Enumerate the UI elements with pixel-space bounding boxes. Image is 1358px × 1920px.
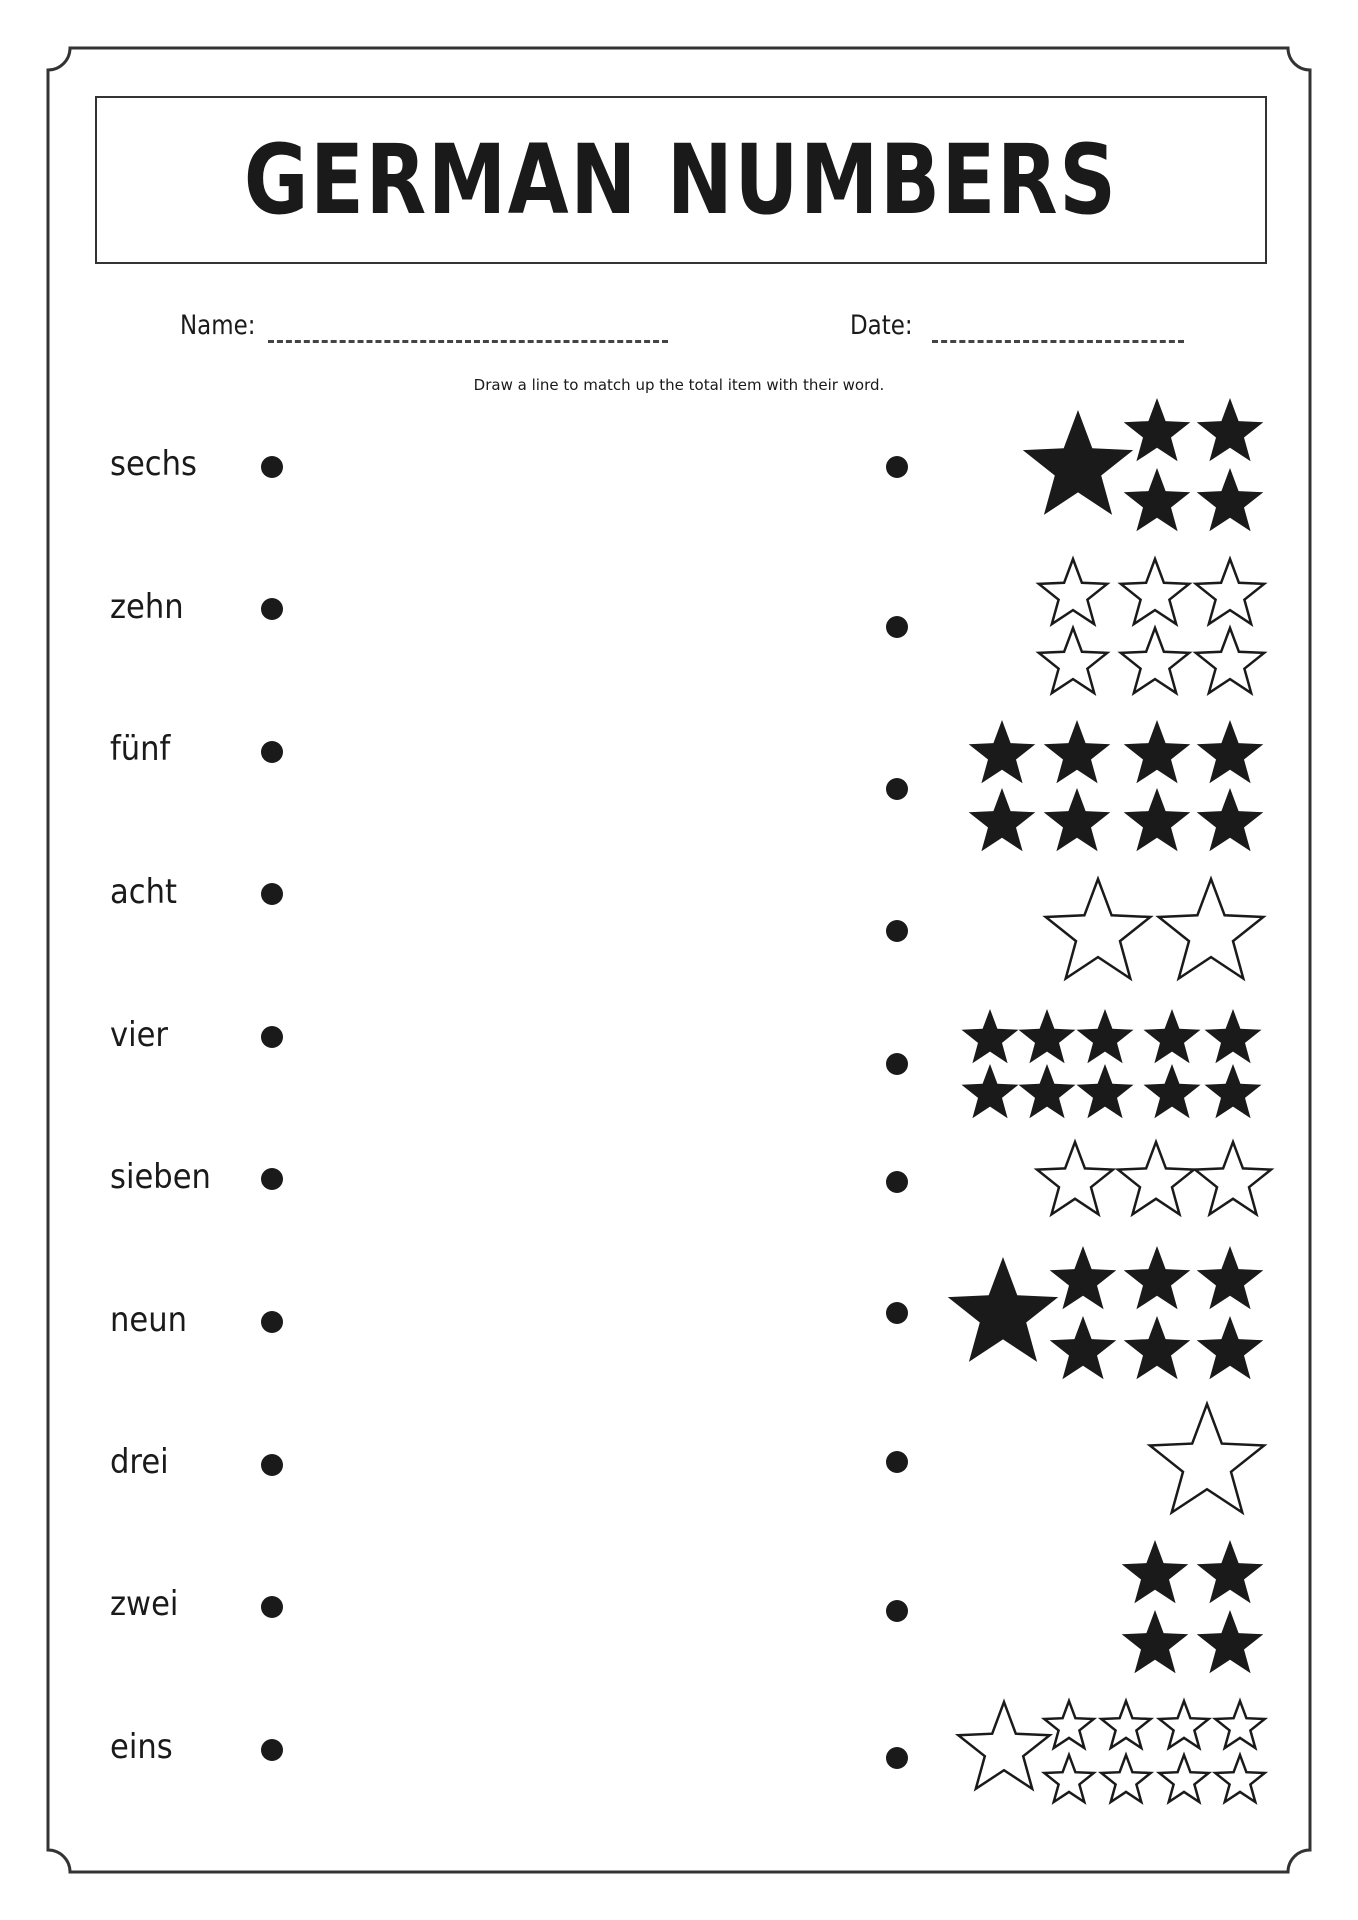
filled-star-icon xyxy=(969,788,1036,851)
filled-star-icon xyxy=(948,1257,1058,1362)
filled-star-icon xyxy=(1044,720,1111,783)
star-group xyxy=(1039,559,1264,693)
filled-star-icon xyxy=(1050,1316,1117,1379)
filled-star-icon xyxy=(962,1064,1019,1118)
outline-star-icon xyxy=(1159,1701,1208,1748)
outline-star-icon xyxy=(1121,559,1189,624)
filled-star-icon xyxy=(1197,468,1264,531)
filled-star-icon xyxy=(1197,398,1264,461)
filled-star-icon xyxy=(1197,1316,1264,1379)
outline-star-icon xyxy=(1196,559,1264,624)
filled-star-icon xyxy=(1197,788,1264,851)
number-word: sechs xyxy=(110,444,197,484)
star-group xyxy=(1046,879,1264,979)
name-label: Name: xyxy=(180,310,256,341)
filled-star-icon xyxy=(1019,1064,1076,1118)
filled-star-icon xyxy=(1124,398,1191,461)
outline-star-icon xyxy=(1150,1404,1264,1513)
date-label: Date: xyxy=(850,310,913,341)
filled-star-icon xyxy=(1077,1064,1134,1118)
outline-star-icon xyxy=(1159,1755,1208,1802)
outline-star-icon xyxy=(1101,1755,1150,1802)
filled-star-icon xyxy=(1144,1009,1201,1063)
filled-star-icon xyxy=(1205,1064,1262,1118)
filled-star-icon xyxy=(1122,1540,1189,1603)
filled-star-icon xyxy=(1197,1610,1264,1673)
number-word: zwei xyxy=(110,1584,179,1624)
outline-star-icon xyxy=(1101,1701,1150,1748)
outline-star-icon xyxy=(1159,879,1264,979)
outline-star-icon xyxy=(1046,879,1151,979)
outline-star-icon xyxy=(1196,628,1264,693)
outline-star-icon xyxy=(1215,1701,1264,1748)
star-group xyxy=(1150,1404,1264,1513)
star-group xyxy=(969,720,1264,851)
star-group xyxy=(948,1246,1264,1379)
star-group xyxy=(1037,1142,1271,1214)
filled-star-icon xyxy=(1144,1064,1201,1118)
filled-star-icon xyxy=(1124,788,1191,851)
star-group xyxy=(1023,398,1264,531)
filled-star-icon xyxy=(1197,720,1264,783)
star-group xyxy=(958,1701,1264,1802)
outline-star-icon xyxy=(1121,628,1189,693)
filled-star-icon xyxy=(1197,1246,1264,1309)
star-group xyxy=(1122,1540,1264,1673)
outline-star-icon xyxy=(1215,1755,1264,1802)
filled-star-icon xyxy=(1205,1009,1262,1063)
number-word: neun xyxy=(110,1300,188,1340)
filled-star-icon xyxy=(1197,1540,1264,1603)
outline-star-icon xyxy=(1044,1701,1093,1748)
outline-star-icon xyxy=(1195,1142,1271,1214)
filled-star-icon xyxy=(1077,1009,1134,1063)
filled-star-icon xyxy=(1050,1246,1117,1309)
outline-star-icon xyxy=(1037,1142,1113,1214)
instruction-text: Draw a line to match up the total item with their word. xyxy=(473,376,885,394)
filled-star-icon xyxy=(1122,1610,1189,1673)
outline-star-icon xyxy=(958,1702,1049,1789)
filled-star-icon xyxy=(1124,1316,1191,1379)
number-word: vier xyxy=(110,1015,169,1055)
filled-star-icon xyxy=(1124,468,1191,531)
filled-star-icon xyxy=(969,720,1036,783)
outline-star-icon xyxy=(1039,628,1107,693)
star-group xyxy=(962,1009,1262,1118)
number-word: sieben xyxy=(110,1157,211,1197)
filled-star-icon xyxy=(1023,410,1133,515)
number-word: zehn xyxy=(110,587,184,627)
filled-star-icon xyxy=(1124,1246,1191,1309)
outline-star-icon xyxy=(1044,1755,1093,1802)
filled-star-icon xyxy=(1019,1009,1076,1063)
filled-star-icon xyxy=(962,1009,1019,1063)
number-word: drei xyxy=(110,1442,169,1482)
filled-star-icon xyxy=(1124,720,1191,783)
filled-star-icon xyxy=(1044,788,1111,851)
number-word: eins xyxy=(110,1727,173,1767)
page-title: GERMAN NUMBERS xyxy=(244,124,1118,236)
outline-star-icon xyxy=(1118,1142,1194,1214)
number-word: acht xyxy=(110,872,177,912)
outline-star-icon xyxy=(1039,559,1107,624)
number-word: fünf xyxy=(110,729,171,769)
